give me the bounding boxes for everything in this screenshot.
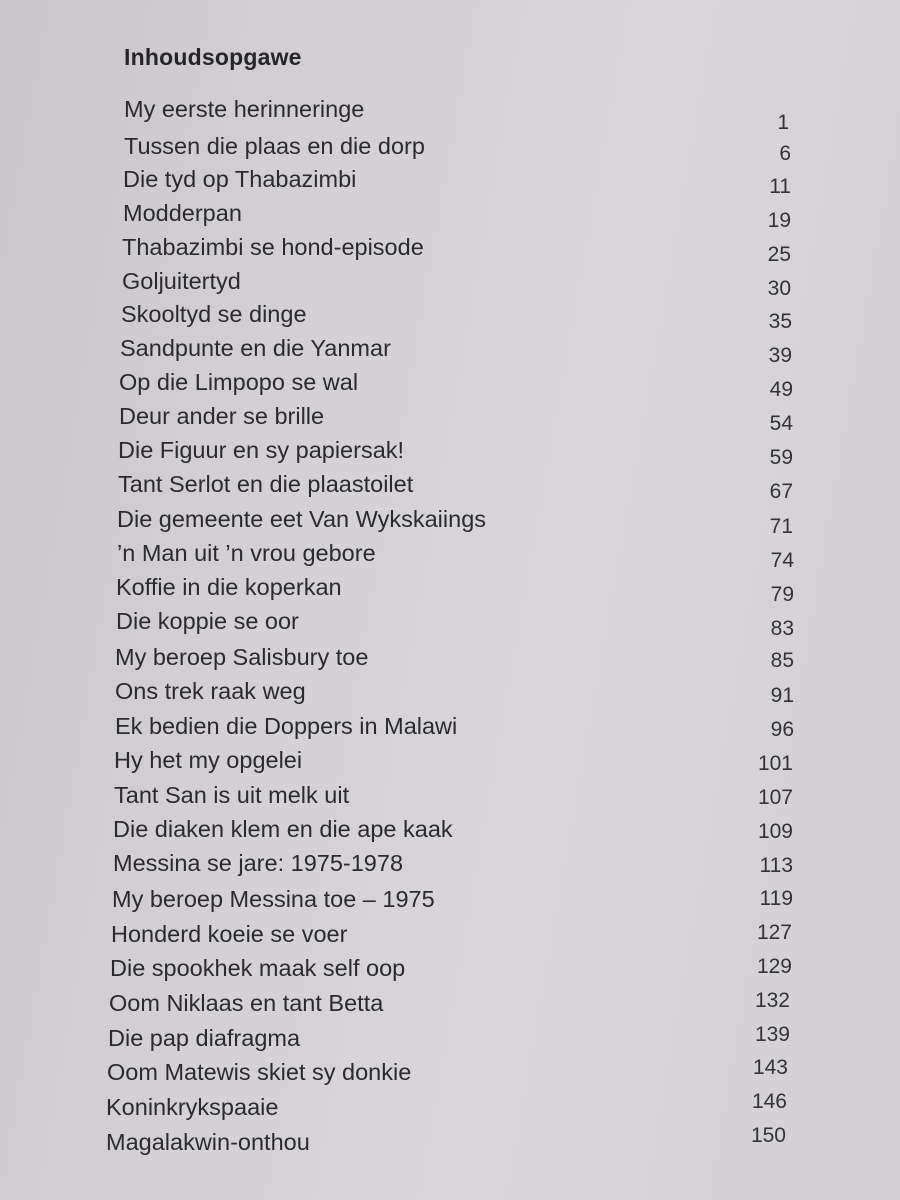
- toc-entry-title: Honderd koeie se voer: [111, 921, 348, 947]
- toc-entry: [0, 848, 900, 878]
- toc-entry-page: 129: [756, 955, 792, 978]
- toc-entry: [0, 1092, 900, 1122]
- toc-entry-title: Messina se jare: 1975-1978: [113, 850, 404, 876]
- toc-entry-title: Tant Serlot en die plaastoilet: [118, 471, 414, 497]
- toc-entry-title: Die diaken klem en die ape kaak: [113, 816, 453, 842]
- toc-entry: [0, 572, 900, 606]
- toc-entry-title: My beroep Salisbury toe: [115, 644, 369, 670]
- toc-entry-title: Skooltyd se dinge: [121, 301, 307, 327]
- toc-entry: [0, 1124, 900, 1157]
- toc-entry-title: Modderpan: [123, 200, 242, 226]
- toc-entry-title: Tussen die plaas en die dorp: [124, 133, 425, 159]
- toc-entry: [0, 266, 900, 300]
- toc-entry: [0, 884, 900, 914]
- toc-entry-page: 109: [757, 820, 793, 843]
- toc-entry: [0, 642, 900, 672]
- toc-entry-page: 91: [770, 684, 794, 707]
- toc-entry-page: 119: [759, 887, 793, 910]
- toc-entry-title: Die spookhek maak self oop: [110, 955, 406, 981]
- toc-entry-page: 96: [770, 718, 794, 741]
- toc-entry-page: 49: [769, 378, 793, 401]
- toc-entry-title: My beroep Messina toe – 1975: [112, 886, 435, 912]
- toc-entry: [0, 401, 900, 435]
- toc-entry-title: Koffie in die koperkan: [116, 574, 342, 600]
- toc-entry-page: 132: [754, 989, 790, 1012]
- toc-entry: [0, 435, 900, 469]
- toc-entry-page: 143: [752, 1056, 788, 1079]
- toc-entry-title: Die pap diafragma: [108, 1025, 301, 1051]
- toc-entry-title: Die gemeente eet Van Wykskaiings: [117, 506, 487, 532]
- toc-entry: [0, 538, 900, 572]
- toc-entry-title: Die Figuur en sy papiersak!: [118, 437, 405, 463]
- toc-entry-page: 146: [751, 1090, 787, 1113]
- toc-entry: [0, 814, 900, 844]
- toc-entry-page: 1: [777, 111, 789, 134]
- toc-entry-page: 6: [779, 142, 791, 165]
- toc-entry-title: Thabazimbi se hond-episode: [122, 234, 424, 260]
- toc-entry-page: 25: [767, 243, 791, 266]
- toc-entry-page: 101: [757, 752, 793, 775]
- toc-entry-title: Die tyd op Thabazimbi: [123, 166, 357, 192]
- toc-entry: [0, 919, 900, 949]
- toc-entry-page: 35: [768, 310, 792, 333]
- toc-entry: [0, 745, 900, 775]
- toc-entry-title: Deur ander se brille: [119, 403, 325, 429]
- toc-entry-page: 150: [750, 1124, 786, 1147]
- toc-entry-page: 11: [769, 175, 791, 198]
- toc-entry-page: 85: [770, 649, 794, 672]
- toc-entry-title: Goljuitertyd: [122, 268, 241, 294]
- toc-entry-page: 127: [756, 921, 792, 944]
- toc-entry-page: 79: [770, 583, 794, 606]
- toc-entry-title: Oom Matewis skiet sy donkie: [107, 1059, 412, 1085]
- toc-entry: [0, 780, 900, 810]
- toc-entry: [0, 988, 900, 1018]
- toc-entry-page: 107: [757, 786, 793, 809]
- toc-entry-page: 59: [769, 446, 793, 469]
- toc-entry-page: 83: [770, 617, 794, 640]
- toc-entry: [0, 232, 900, 266]
- toc-entry-title: My eerste herinneringe: [124, 96, 365, 122]
- toc-entry-title: ’n Man uit ’n vrou gebore: [117, 540, 376, 566]
- toc-entry: [0, 504, 900, 538]
- toc-entry-page: 39: [768, 344, 792, 367]
- toc-entry-page: 71: [769, 515, 793, 538]
- toc-entry-page: 139: [754, 1023, 790, 1046]
- toc-entry-title: Op die Limpopo se wal: [119, 369, 359, 395]
- toc-entry: [0, 1057, 900, 1087]
- toc-entry: [0, 94, 900, 134]
- toc-entry: [0, 164, 900, 198]
- toc-entry-title: Koninkrykspaaie: [106, 1094, 279, 1120]
- toc-entry-title: Magalakwin-onthou: [106, 1129, 310, 1155]
- toc-entry-title: Hy het my opgelei: [114, 747, 303, 773]
- toc-entry-page: 67: [769, 480, 793, 503]
- toc-entry: [0, 198, 900, 232]
- toc-entry-title: Die koppie se oor: [116, 608, 299, 634]
- toc-entry: [0, 333, 900, 367]
- toc-entry: [0, 131, 900, 165]
- toc-entry-page: 19: [767, 209, 791, 232]
- toc-entry: [0, 469, 900, 503]
- toc-entry-title: Oom Niklaas en tant Betta: [109, 990, 384, 1016]
- toc-entry: [0, 711, 900, 741]
- toc-entry: [0, 367, 900, 401]
- toc-entry-title: Ons trek raak weg: [115, 678, 306, 704]
- toc-entry: [0, 606, 900, 640]
- toc-entry-page: 74: [770, 549, 794, 572]
- toc-heading: Inhoudsopgawe: [124, 44, 302, 70]
- toc-entry-page: 113: [759, 854, 793, 877]
- toc-entry-page: 30: [767, 277, 791, 300]
- toc-entry: [0, 676, 900, 706]
- toc-entry: [0, 1023, 900, 1053]
- toc-entry: [0, 953, 900, 983]
- toc-entry-title: Tant San is uit melk uit: [114, 782, 350, 808]
- toc-entry-title: Sandpunte en die Yanmar: [120, 335, 391, 361]
- toc-entry-title: Ek bedien die Doppers in Malawi: [115, 713, 458, 739]
- toc-entry: [0, 299, 900, 333]
- toc-entry-page: 54: [769, 412, 793, 435]
